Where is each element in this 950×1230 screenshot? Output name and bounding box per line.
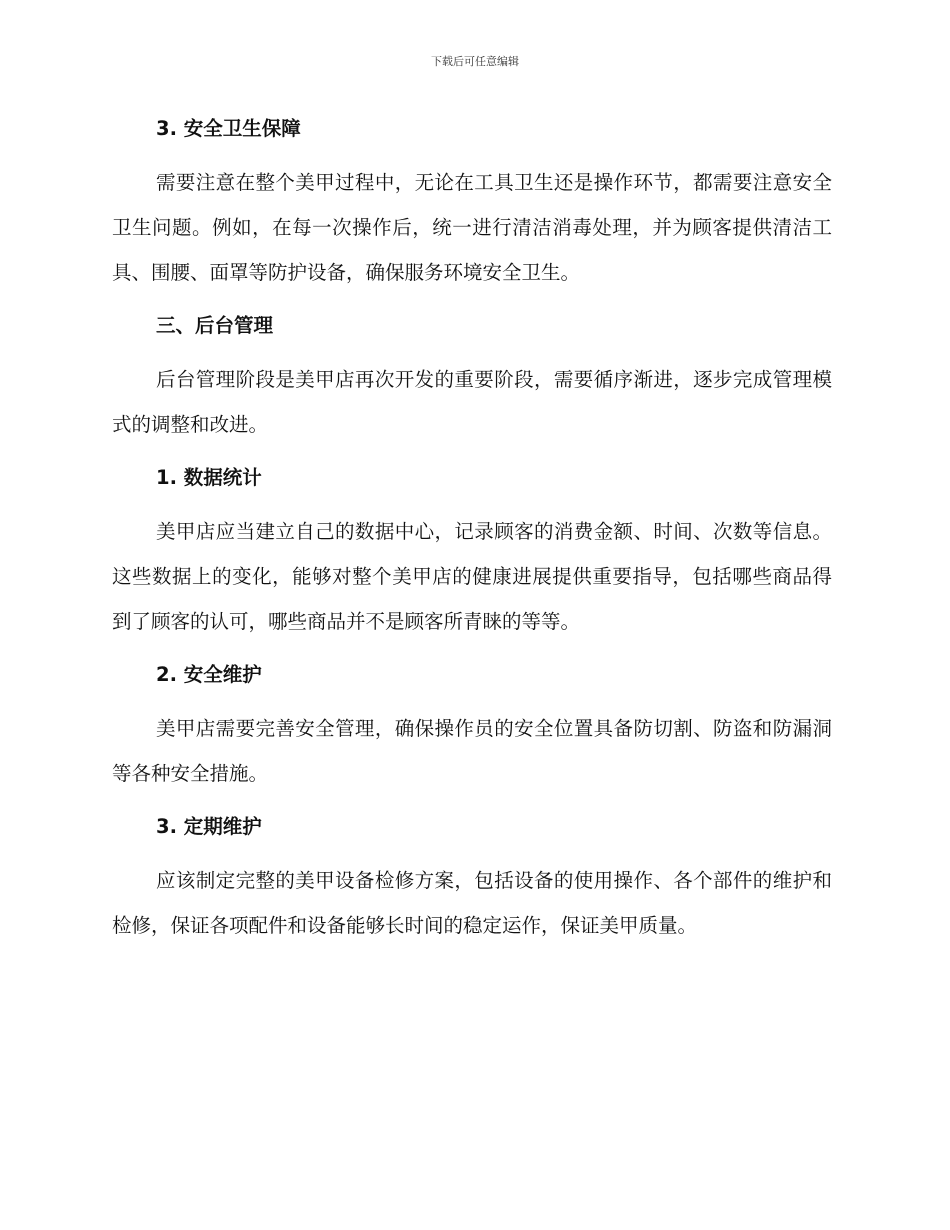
section-heading-regular-maintenance: 3. 定期维护 — [156, 815, 262, 838]
paragraph-backend-management: 后台管理阶段是美甲店再次开发的重要阶段，需要循序渐进，逐步完成管理模式的调整和改进。 — [112, 368, 832, 436]
section-heading-backend-management: 三、后台管理 — [156, 314, 274, 337]
page-header-note: 下载后可任意编辑 — [431, 55, 519, 68]
paragraph-data-statistics: 美甲店应当建立自己的数据中心，记录顾客的消费金额、时间、次数等信息。这些数据上的变化，能够对整个美甲店的健康进展提供重要指导，包括哪些商品得到了顾客的认可，哪些商品并不是顾客所青睐的等等。 — [112, 520, 832, 633]
paragraph-regular-maintenance: 应该制定完整的美甲设备检修方案，包括设备的使用操作、各个部件的维护和检修，保证各项配件和设备能够长时间的稳定运作，保证美甲质量。 — [112, 869, 832, 937]
section-heading-safety-hygiene: 3. 安全卫生保障 — [156, 117, 301, 140]
paragraph-security-maintenance: 美甲店需要完善安全管理，确保操作员的安全位置具备防切割、防盗和防漏洞等各种安全措施。 — [112, 717, 832, 785]
section-heading-data-statistics: 1. 数据统计 — [156, 466, 262, 489]
paragraph-safety-hygiene: 需要注意在整个美甲过程中，无论在工具卫生还是操作环节，都需要注意安全卫生问题。例如，在每一次操作后，统一进行清洁消毒处理，并为顾客提供清洁工具、围腰、面罩等防护设备，确保服务环境安全卫生。 — [112, 171, 832, 284]
document-body — [112, 112, 832, 962]
section-heading-security-maintenance: 2. 安全维护 — [156, 663, 262, 686]
